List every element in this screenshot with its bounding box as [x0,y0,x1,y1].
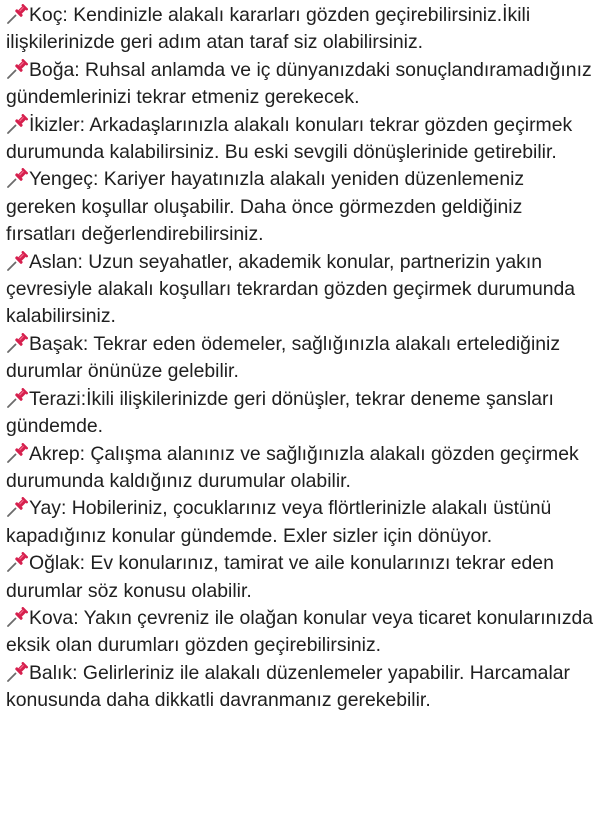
pushpin-icon [6,4,28,24]
pushpin-icon [6,251,28,271]
entry-aslan [6,249,596,331]
entry-text: Oğlak: Ev konularınız, tamirat ve aile konularınızı tekrar eden durumlar söz konusu olabilir. [6,552,554,602]
entry-text: Balık: Gelirleriniz ile alakalı düzenlemeler yapabilir. Harcamalar konusunda daha dikkatli davranmanız gerekebilir. [6,661,571,712]
entry-balik [6,660,596,715]
entry-ikizler [6,112,596,167]
entry-text: Kova: Yakın çevreniz ile olağan konular veya ticaret konularınızda eksik olan durumları gözden geçirebilirsiniz. [6,606,594,657]
pushpin-icon [6,662,28,682]
pushpin-icon [6,168,28,188]
entry-yay [6,495,596,550]
entry-text: Yengeç: Kariyer hayatınızla alakalı yeniden düzenlemeniz gereken koşullar oluşabilir. Daha önce görmezden geldiğiniz fırsatları değerlendirebilirsiniz. [6,168,525,246]
entry-koc [6,2,596,57]
entry-text: Akrep: Çalışma alanınız ve sağlığınızla alakalı gözden geçirmek durumunda kaldığınız durumular olabilir. [6,442,579,492]
entry-text: Koç: Kendinizle alakalı kararları gözden geçirebilirsiniz.İkili ilişkilerinizde geri adım atan taraf siz olabilirsiniz. [6,4,531,54]
pushpin-icon [6,443,28,463]
entry-basak [6,331,596,386]
entry-text: Başak: Tekrar eden ödemeler, sağlığınızla alakalı ertelediğiniz durumlar önünüze gelebilir. [6,332,561,383]
entry-text: Terazi:İkili ilişkilerinizde geri dönüşler, tekrar deneme şansları gündemde. [6,387,554,438]
pushpin-icon [6,552,28,572]
entry-oglak [6,550,596,605]
entry-terazi [6,386,596,441]
entry-kova [6,605,596,660]
entry-boga [6,57,596,112]
pushpin-icon [6,388,28,408]
entry-akrep [6,441,596,496]
entry-text: Boğa: Ruhsal anlamda ve iç dünyanızdaki sonuçlandıramadığınız gündemlerinizi tekrar etmeniz gerekecek. [6,58,592,109]
entry-text: Aslan: Uzun seyahatler, akademik konular, partnerizin yakın çevresiyle alakalı koşulları tekrardan gözden geçirmek durumunda kalabilirsiniz. [6,250,576,328]
pushpin-icon [6,59,28,79]
pushpin-icon [6,333,28,353]
pushpin-icon [6,114,28,134]
entry-text: İkizler: Arkadaşlarınızla alakalı konuları tekrar gözden geçirmek durumunda kalabilirsiniz. Bu eski sevgili dönüşlerinide getirebilir. [6,113,573,164]
entry-text: Yay: Hobileriniz, çocuklarınız veya flörtlerinizle alakalı üstünü kapadığınız konular gündemde. Exler sizler için dönüyor. [6,497,552,547]
pushpin-icon [6,607,28,627]
pushpin-icon [6,497,28,517]
entry-yengec [6,166,596,248]
